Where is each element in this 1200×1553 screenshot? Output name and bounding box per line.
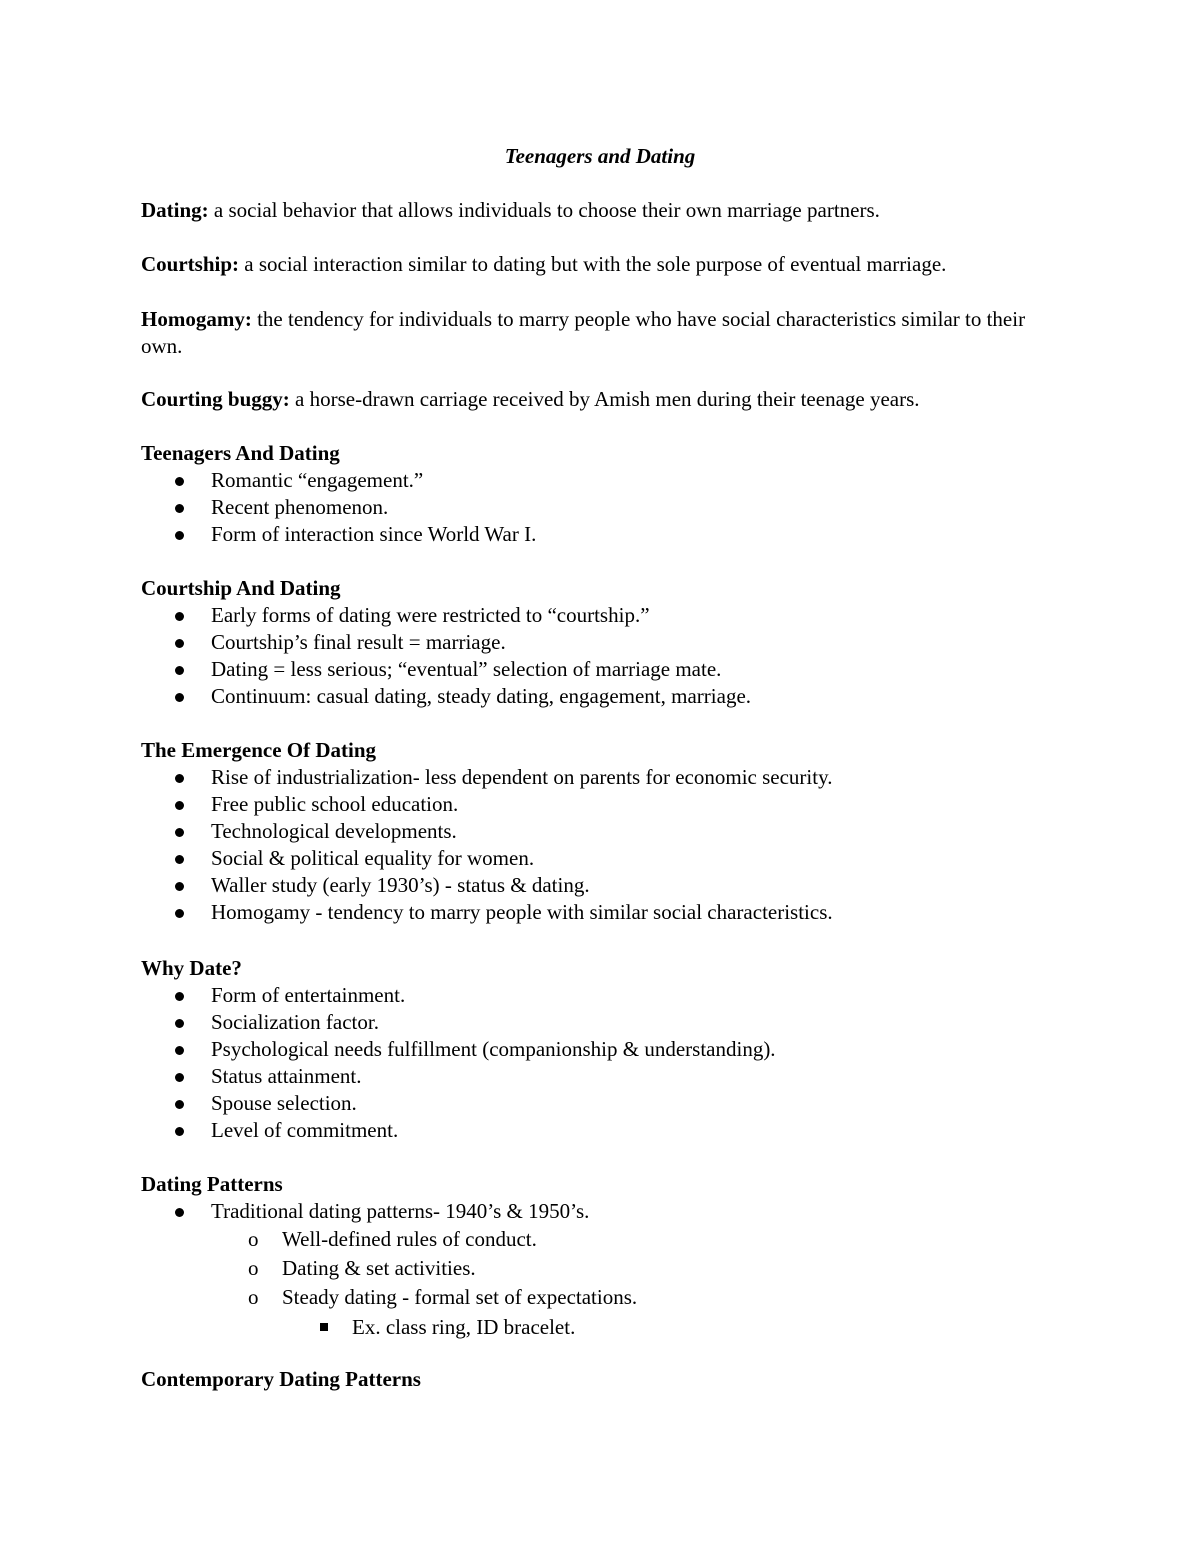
bullet-dot-icon xyxy=(175,1046,184,1055)
list-item-text: Free public school education. xyxy=(211,792,459,816)
list-item xyxy=(141,982,1071,1009)
section-contemporary-dating-patterns xyxy=(141,1366,1071,1393)
list-item-text: Continuum: casual dating, steady dating, engagement, marriage. xyxy=(211,684,752,708)
bullet-dot-icon xyxy=(175,531,184,540)
list-item-text: Dating = less serious; “eventual” selection of marriage mate. xyxy=(211,657,722,681)
list-item-text: Courtship’s final result = marriage. xyxy=(211,630,506,654)
bullet-dot-icon xyxy=(175,1073,184,1082)
definition-term: Dating: xyxy=(141,198,209,222)
bullet-dot-icon xyxy=(175,828,184,837)
list-item-text: Spouse selection. xyxy=(211,1091,357,1115)
list-item xyxy=(141,1090,1071,1117)
list-item-text: Psychological needs fulfillment (companionship & understanding). xyxy=(211,1037,776,1061)
list-item xyxy=(141,467,1071,494)
list-item-text: Waller study (early 1930’s) - status & dating. xyxy=(211,873,590,897)
bullet-list xyxy=(141,1198,1071,1343)
bullet-dot-icon xyxy=(175,992,184,1001)
section-heading: Courtship And Dating xyxy=(141,576,341,600)
sub-sub-list-item xyxy=(141,1312,1071,1343)
sub-list-item-text: Dating & set activities. xyxy=(282,1256,476,1280)
bullet-dot-icon xyxy=(175,909,184,918)
bullet-dot-icon xyxy=(175,693,184,702)
list-item-text: Socialization factor. xyxy=(211,1010,379,1034)
list-item-text: Romantic “engagement.” xyxy=(211,468,424,492)
bullet-dot-icon xyxy=(175,1019,184,1028)
list-item xyxy=(141,656,1071,683)
list-item xyxy=(141,899,1071,926)
list-item xyxy=(141,1198,1071,1343)
section-emergence-of-dating xyxy=(141,737,1071,926)
list-item xyxy=(141,1117,1071,1144)
sub-list-item xyxy=(141,1254,1071,1283)
definition-text: a social interaction similar to dating but with the sole purpose of eventual marriage. xyxy=(239,252,947,276)
section-teenagers-and-dating xyxy=(141,440,1071,548)
sub-list-item-text: Well-defined rules of conduct. xyxy=(282,1227,537,1251)
list-item xyxy=(141,521,1071,548)
section-heading: Teenagers And Dating xyxy=(141,441,340,465)
bullet-dot-icon xyxy=(175,1208,184,1217)
bullet-circle-icon: o xyxy=(248,1227,259,1251)
list-item xyxy=(141,683,1071,710)
list-item xyxy=(141,845,1071,872)
section-heading: The Emergence Of Dating xyxy=(141,738,377,762)
definition-courtship xyxy=(141,251,1071,278)
list-item xyxy=(141,1009,1071,1036)
list-item-text: Rise of industrialization- less dependent on parents for economic security. xyxy=(211,765,833,789)
bullet-list xyxy=(141,982,1071,1144)
sub-list-item xyxy=(141,1283,1071,1343)
bullet-dot-icon xyxy=(175,504,184,513)
list-item xyxy=(141,1063,1071,1090)
list-item-text: Technological developments. xyxy=(211,819,457,843)
list-item-text: Homogamy - tendency to marry people with similar social characteristics. xyxy=(211,900,833,924)
definition-dating xyxy=(141,197,1071,224)
bullet-dot-icon xyxy=(175,801,184,810)
definition-homogamy xyxy=(141,306,1071,360)
list-item-text: Early forms of dating were restricted to “courtship.” xyxy=(211,603,650,627)
bullet-dot-icon xyxy=(175,1127,184,1136)
section-heading: Dating Patterns xyxy=(141,1172,283,1196)
list-item xyxy=(141,629,1071,656)
bullet-dot-icon xyxy=(175,666,184,675)
section-heading: Contemporary Dating Patterns xyxy=(141,1367,421,1391)
bullet-list xyxy=(141,602,1071,710)
list-item-text: Status attainment. xyxy=(211,1064,362,1088)
bullet-dot-icon xyxy=(175,882,184,891)
definition-courting-buggy xyxy=(141,386,1071,413)
list-item-text: Form of entertainment. xyxy=(211,983,406,1007)
definition-text: the tendency for individuals to marry people who have social characteristics similar to their own. xyxy=(141,307,1026,358)
definition-text: a horse-drawn carriage received by Amish men during their teenage years. xyxy=(289,387,920,411)
list-item-text: Social & political equality for women. xyxy=(211,846,535,870)
bullet-dot-icon xyxy=(175,639,184,648)
bullet-list xyxy=(141,467,1071,548)
sub-list-item xyxy=(141,1225,1071,1254)
list-item-text: Level of commitment. xyxy=(211,1118,399,1142)
bullet-dot-icon xyxy=(175,855,184,864)
section-courtship-and-dating xyxy=(141,575,1071,710)
list-item xyxy=(141,602,1071,629)
sub-sub-list-item-text: Ex. class ring, ID bracelet. xyxy=(352,1315,576,1339)
definition-term: Courting buggy: xyxy=(141,387,290,411)
list-item xyxy=(141,494,1071,521)
sub-sub-bullet-list xyxy=(282,1312,1071,1343)
bullet-dot-icon xyxy=(175,612,184,621)
section-heading: Why Date? xyxy=(141,956,242,980)
bullet-dot-icon xyxy=(175,477,184,486)
list-item xyxy=(141,1036,1071,1063)
list-item-text: Form of interaction since World War I. xyxy=(211,522,537,546)
list-item xyxy=(141,818,1071,845)
bullet-square-icon xyxy=(320,1323,328,1331)
bullet-circle-icon: o xyxy=(248,1285,259,1309)
bullet-dot-icon xyxy=(175,1100,184,1109)
list-item xyxy=(141,791,1071,818)
bullet-dot-icon xyxy=(175,774,184,783)
definition-term: Courtship: xyxy=(141,252,240,276)
bullet-circle-icon: o xyxy=(248,1256,259,1280)
definition-term: Homogamy: xyxy=(141,307,252,331)
sub-list-item-text: Steady dating - formal set of expectations. xyxy=(282,1285,638,1309)
definition-text: a social behavior that allows individuals to choose their own marriage partners. xyxy=(208,198,880,222)
list-item-text: Recent phenomenon. xyxy=(211,495,389,519)
section-dating-patterns xyxy=(141,1171,1071,1343)
bullet-list xyxy=(141,764,1071,926)
document-title: Teenagers and Dating xyxy=(504,144,696,168)
list-item xyxy=(141,764,1071,791)
sub-bullet-list xyxy=(211,1225,1071,1343)
list-item xyxy=(141,872,1071,899)
list-item-text: Traditional dating patterns- 1940’s & 1950’s. xyxy=(211,1199,590,1223)
section-why-date xyxy=(141,955,1071,1144)
